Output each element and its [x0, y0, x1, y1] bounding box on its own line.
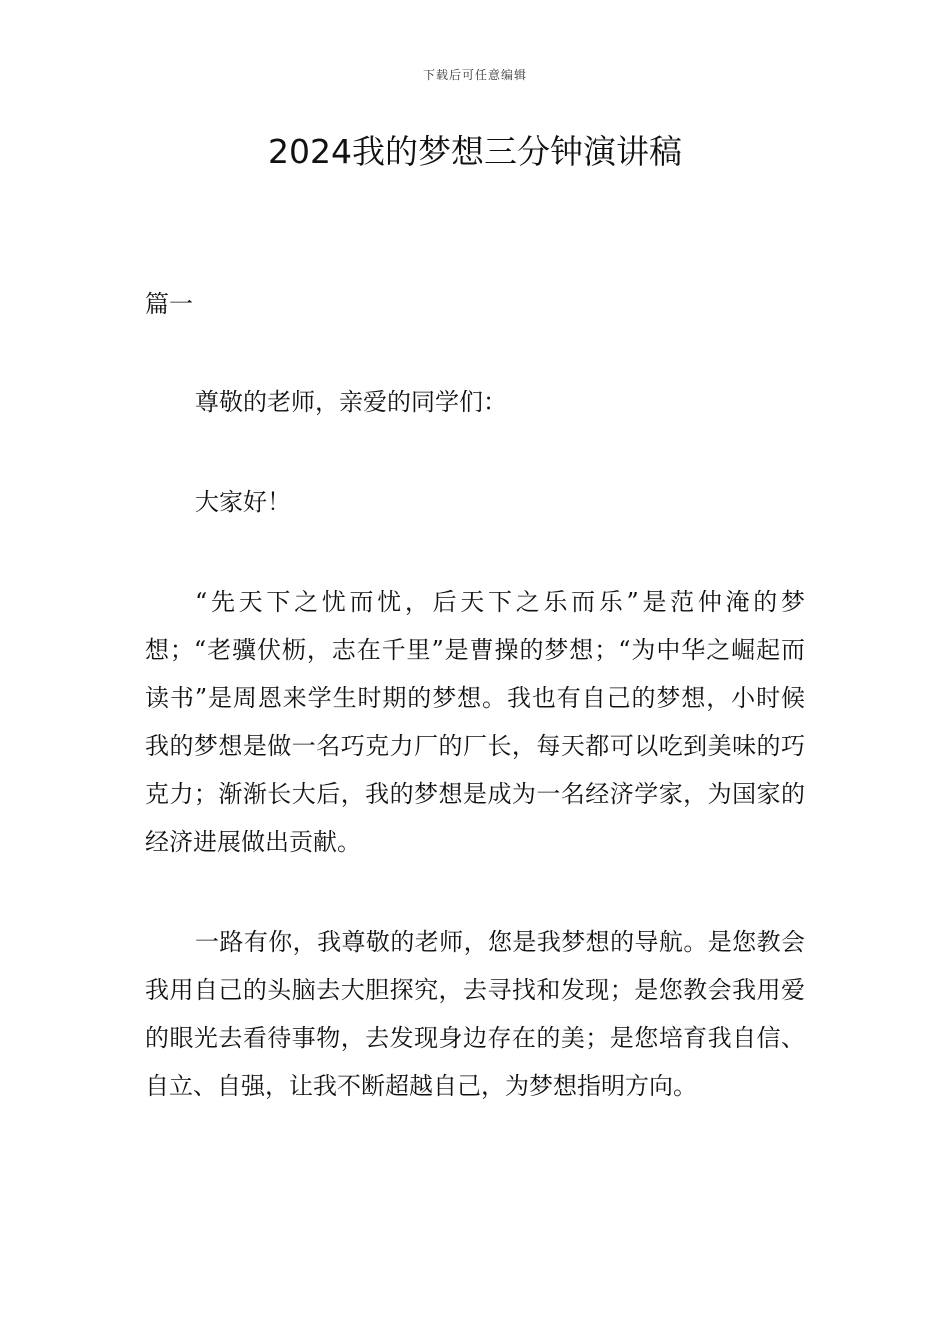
- header-note: 下载后可任意编辑: [422, 68, 527, 82]
- salutation: 尊敬的老师，亲爱的同学们：: [195, 388, 507, 416]
- paragraph-2: 一路有你，我尊敬的老师，您是我梦想的导航。是您教会我用自己的头脑去大胆探究，去寻找和发现；是您教会我用爱的眼光去看待事物，去发现身边存在的美；是您培育我自信、自立、自强，让我不断超越自己，为梦想指明方向。: [145, 928, 805, 1100]
- greeting: 大家好！: [195, 488, 291, 516]
- paragraph-1: “先天下之忧而忧，后天下之乐而乐”是范仲淹的梦想；“老骥伏枥，志在千里”是曹操的梦想；“为中华之崛起而读书”是周恩来学生时期的梦想。我也有自己的梦想，小时候我的梦想是做一名巧克力厂的厂长，每天都可以吃到美味的巧克力；渐渐长大后，我的梦想是成为一名经济学家，为国家的经济进展做出贡献。: [145, 588, 805, 856]
- section-label: 篇一: [145, 290, 193, 318]
- page-title: 2024我的梦想三分钟演讲稿: [268, 132, 682, 171]
